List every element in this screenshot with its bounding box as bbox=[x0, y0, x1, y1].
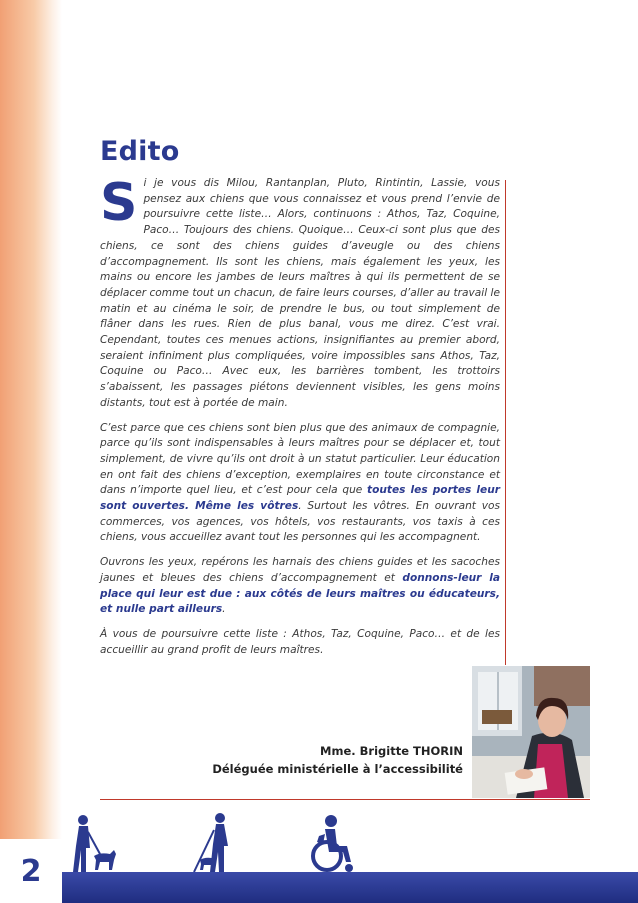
left-gradient-band bbox=[0, 0, 62, 903]
signature-block bbox=[212, 742, 463, 778]
paragraph-2-text-a: C’est parce que ces chiens sont bien plus que des animaux de compagnie, parce qu’ils sont indispensables à leurs maîtres pour se déplacer et, tout simplement, de vivre qu’ils ont droit à un statut particulier. Leur éducation en ont fait des chiens d’exception, exemplaires en toute circonstance et dans n’importe quel lieu, et c’est pour cela que bbox=[100, 421, 500, 497]
article-body bbox=[100, 173, 500, 667]
author-photo bbox=[472, 666, 590, 798]
right-vertical-rule bbox=[505, 180, 506, 665]
paragraph-4: À vous de poursuivre cette liste : Athos, Taz, Coquine, Paco… et de les accueillir au grand profit de leurs maîtres. bbox=[100, 627, 500, 656]
paragraph-2-highlight: toutes les portes leur sont ouvertes. Même les vôtres bbox=[100, 484, 500, 513]
drop-cap: S bbox=[100, 173, 138, 233]
signature-role: Déléguée ministérielle à l’accessibilité bbox=[212, 762, 463, 776]
paragraph-3-text-c: . bbox=[222, 603, 226, 616]
paragraph-2-text-c: . Surtout les vôtres. En ouvrant vos commerces, vos agences, vos hôtels, vos restaurants, vos taxis à ces chiens, vous accueillez avant tout les personnes qui les accompagnent. bbox=[100, 500, 500, 544]
wheelchair-icon bbox=[305, 814, 359, 874]
paragraph-2 bbox=[100, 421, 500, 547]
paragraph-1 bbox=[100, 173, 500, 412]
page-number: 2 bbox=[20, 853, 42, 889]
footer-bar bbox=[62, 872, 638, 903]
page-number-box bbox=[0, 839, 62, 903]
white-cane-dog-icon bbox=[190, 812, 238, 874]
paragraph-3 bbox=[100, 555, 500, 618]
signature-name: Mme. Brigitte THORIN bbox=[320, 744, 463, 758]
guide-dog-walker-icon bbox=[70, 814, 118, 874]
bottom-horizontal-rule bbox=[100, 799, 590, 800]
paragraph-3-text-a: Ouvrons les yeux, repérons les harnais des chiens guides et les sacoches jaunes et bleues des chiens d’accompagnement et bbox=[100, 556, 500, 584]
paragraph-3-highlight: donnons-leur la place qui leur est due : aux côtés de leurs maîtres ou éducateurs, et nulle part ailleurs bbox=[100, 571, 500, 616]
author-photo-illustration bbox=[472, 666, 590, 798]
page-title: Edito bbox=[100, 136, 180, 167]
paragraph-1-text: i je vous dis Milou, Rantanplan, Pluto, Rintintin, Lassie, vous pensez aux chiens que vous connaissez et vous prend l’envie de poursuivre cette liste… Alors, continuons : Athos, Taz, Coquine, Paco… Toujours des chiens. Quoique… Ceux-ci sont plus que des chiens, ce sont des chiens guides d’aveugle ou des chiens d’accompagnement. Ils sont les chiens, mais également les yeux, les mains ou encore les jambes de leurs maîtres à qui ils permettent de se déplacer comme tout un chacun, de faire leurs courses, d’aller au travail le matin et au cinéma le soir, de prendre le bus, ou tout simplement de flâner dans les rues. Rien de plus banal, vous me direz. C’est vrai. Cependant, toutes ces menues actions, insignifiantes au premier abord, seraient infiniment plus compliquées, voire impossibles sans Athos, Taz, Coquine ou Paco… Avec eux, les barrières tombent, les trottoirs s’abaissent, les passages piétons deviennent visibles, les gens moins distants, tout est à portée de main. bbox=[100, 177, 500, 409]
